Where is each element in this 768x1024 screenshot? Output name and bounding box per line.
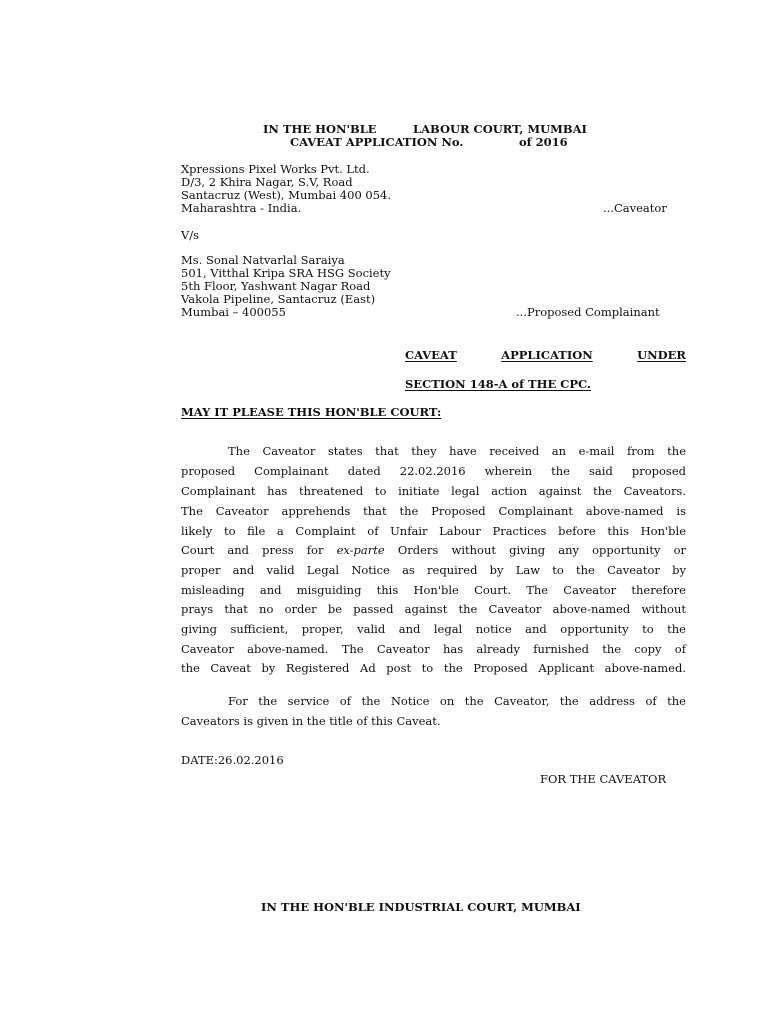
paragraph-line: prays that no order be passed against the Caveator above-named without	[181, 602, 686, 616]
address-line: D/3, 2 Khira Nagar, S.V, Road	[181, 175, 353, 189]
address-line: Vakola Pipeline, Santacruz (East)	[181, 292, 376, 306]
paragraph-line: proper and valid Legal Notice as required by Law to the Caveator by	[181, 563, 686, 577]
paragraph-line: Complainant has threatened to initiate legal action against the Caveators.	[181, 484, 686, 498]
paragraph-line: The Caveator apprehends that the Proposed Complainant above-named is	[181, 504, 686, 518]
paragraph-line: proposed Complainant dated 22.02.2016 wherein the said proposed	[181, 464, 686, 478]
paragraph-line: likely to file a Complaint of Unfair Labour Practices before this Hon'ble	[181, 524, 686, 538]
address-line: Mumbai – 400055	[181, 305, 286, 319]
court-heading-part-2: LABOUR COURT, MUMBAI	[413, 122, 587, 136]
title-word: UNDER	[637, 348, 686, 362]
signature-label: FOR THE CAVEATOR	[540, 772, 667, 786]
paragraph-line: giving sufficient, proper, valid and legal notice and opportunity to the	[181, 622, 686, 636]
address-line: 5th Floor, Yashwant Nagar Road	[181, 279, 371, 293]
caveator-role-label: ...Caveator	[603, 201, 667, 215]
paragraph-line: Caveator above-named. The Caveator has already furnished the copy of	[181, 642, 686, 656]
document-date: DATE:26.02.2016	[181, 753, 284, 767]
address-line: Xpressions Pixel Works Pvt. Ltd.	[181, 162, 370, 176]
caveat-year: of 2016	[519, 135, 568, 149]
paragraph-line: The Caveator states that they have received an e-mail from the	[228, 444, 686, 458]
paragraph-line: misleading and misguiding this Hon'ble Court. The Caveator therefore	[181, 583, 686, 597]
caveat-number-label: CAVEAT APPLICATION No.	[290, 135, 464, 149]
paragraph-line: Court and press for ex-parte Orders without giving any opportunity or	[181, 543, 686, 557]
application-section: SECTION 148-A of THE CPC.	[405, 377, 591, 391]
ex-parte-italic: ex-parte	[336, 543, 385, 557]
court-heading-part-1: IN THE HON'BLE	[263, 122, 377, 136]
paragraph-line: For the service of the Notice on the Caveator, the address of the	[228, 694, 686, 708]
address-line: 501, Vitthal Kripa SRA HSG Society	[181, 266, 391, 280]
address-line: Ms. Sonal Natvarlal Saraiya	[181, 253, 345, 267]
complainant-role-label: ...Proposed Complainant	[516, 305, 660, 319]
salutation: MAY IT PLEASE THIS HON'BLE COURT:	[181, 405, 442, 419]
next-page-heading: IN THE HON'BLE INDUSTRIAL COURT, MUMBAI	[261, 900, 581, 914]
address-line: Maharashtra - India.	[181, 201, 302, 215]
paragraph-line: the Caveat by Registered Ad post to the Proposed Applicant above-named.	[181, 661, 686, 675]
title-word: CAVEAT	[405, 348, 457, 362]
paragraph-line: Caveators is given in the title of this Caveat.	[181, 714, 441, 728]
address-line: Santacruz (West), Mumbai 400 054.	[181, 188, 392, 202]
title-word: APPLICATION	[501, 348, 593, 362]
application-title	[405, 348, 686, 362]
versus-label: V/s	[181, 228, 200, 242]
